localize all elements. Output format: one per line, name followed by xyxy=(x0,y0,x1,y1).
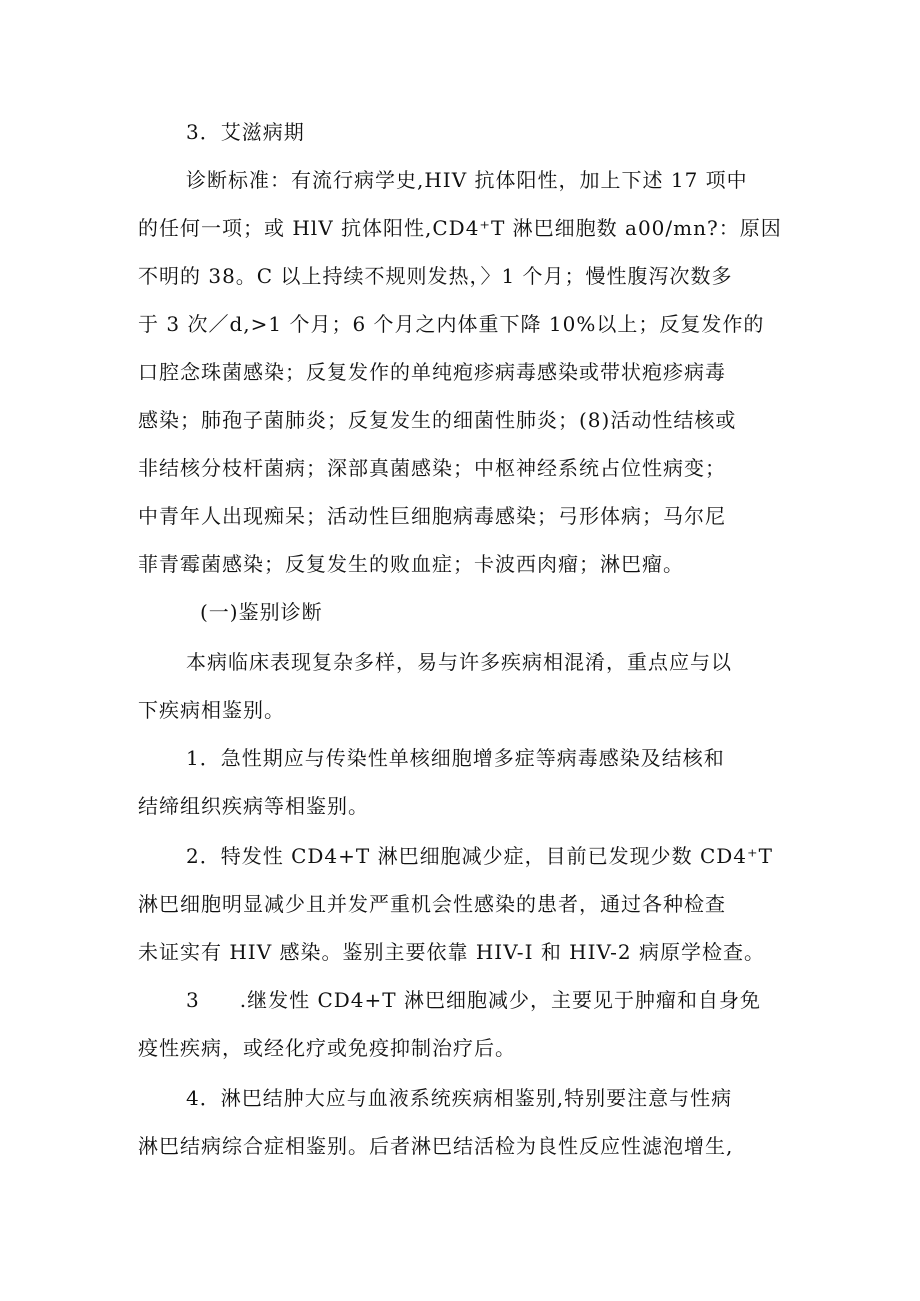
list-item-line: 淋巴细胞明显减少且并发严重机会性感染的患者，通过各种检查 xyxy=(138,892,726,916)
list-item-number: 3 xyxy=(186,988,200,1012)
list-item-line: 2．特发性 CD4+T 淋巴细胞减少症，目前已发现少数 CD4⁺T xyxy=(186,844,773,868)
paragraph-line: 于 3 次／d,>1 个月；6 个月之内体重下降 10%以上；反复发作的 xyxy=(138,312,765,336)
paragraph-line: 口腔念珠菌感染；反复发作的单纯疱疹病毒感染或带状疱疹病毒 xyxy=(138,360,726,384)
paragraph-line: 的任何一项；或 HlV 抗体阳性,CD4⁺T 淋巴细胞数 a00/mn?：原因 xyxy=(138,216,782,240)
section-heading-aids-stage: 3．艾滋病期 xyxy=(186,120,305,144)
paragraph-line: 感染；肺孢子菌肺炎；反复发生的细菌性肺炎；(8)活动性结核或 xyxy=(138,408,737,432)
paragraph-line: 诊断标准：有流行病学史,HIV 抗体阳性，加上下述 17 项中 xyxy=(186,168,748,192)
paragraph-line: 本病临床表现复杂多样，易与许多疾病相混淆，重点应与以 xyxy=(186,650,732,674)
list-item-line xyxy=(186,980,846,1020)
section-heading-differential-diagnosis: (一)鉴别诊断 xyxy=(200,600,323,624)
paragraph-line: 菲青霉菌感染；反复发生的败血症；卡波西肉瘤；淋巴瘤。 xyxy=(138,552,684,576)
list-item-text: .继发性 CD4+T 淋巴细胞减少，主要见于肿瘤和自身免 xyxy=(239,988,761,1012)
list-item-line: 疫性疾病，或经化疗或免疫抑制治疗后。 xyxy=(138,1036,516,1060)
paragraph-line: 非结核分枝杆菌病；深部真菌感染；中枢神经系统占位性病变； xyxy=(138,456,726,480)
list-item-line: 淋巴结病综合症相鉴别。后者淋巴结活检为良性反应性滤泡增生, xyxy=(138,1134,734,1158)
list-item-line: 结缔组织疾病等相鉴别。 xyxy=(138,794,369,818)
paragraph-line: 下疾病相鉴别。 xyxy=(138,698,285,722)
paragraph-line: 不明的 38。C 以上持续不规则发热，〉1 个月；慢性腹泻次数多 xyxy=(138,264,733,288)
paragraph-line: 中青年人出现痴呆；活动性巨细胞病毒感染；弓形体病；马尔尼 xyxy=(138,504,726,528)
list-item-line: 4．淋巴结肿大应与血液系统疾病相鉴别,特别要注意与性病 xyxy=(186,1086,733,1110)
list-item-line: 未证实有 HIV 感染。鉴别主要依靠 HIV-I 和 HIV-2 病原学检查。 xyxy=(138,940,765,964)
list-item-line: 1．急性期应与传染性单核细胞增多症等病毒感染及结核和 xyxy=(186,746,725,770)
